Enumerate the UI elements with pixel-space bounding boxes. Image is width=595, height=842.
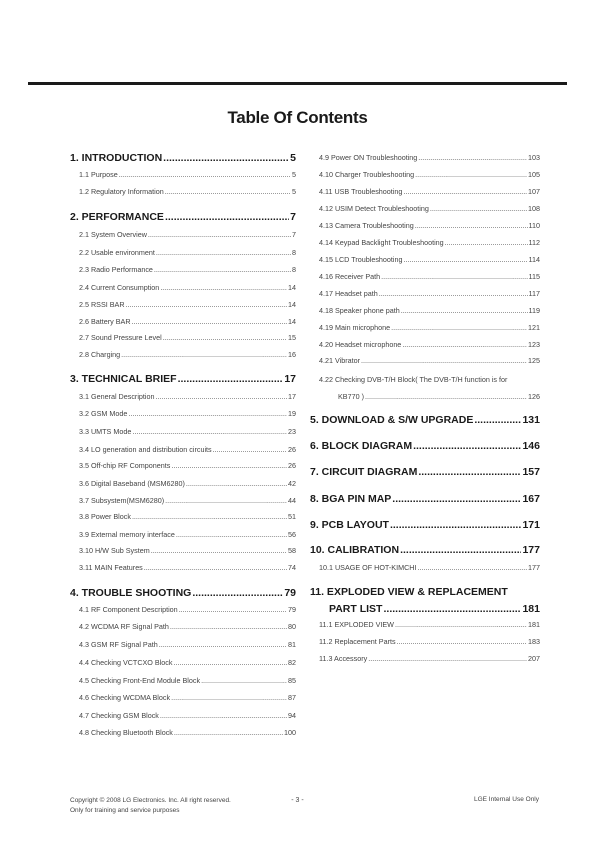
toc-entry-title: 6. BLOCK DIAGRAM xyxy=(310,440,413,452)
toc-entry-page-number: 123 xyxy=(528,340,540,349)
toc-entry-page-number: 17 xyxy=(284,373,296,385)
dot-leader xyxy=(179,606,287,613)
toc-entry-title: 4.12 USIM Detect Troubleshooting xyxy=(319,204,429,213)
dot-leader xyxy=(379,290,528,297)
toc-entry-page-number: 42 xyxy=(288,479,296,488)
toc-entry-title: 10. CALIBRATION xyxy=(310,544,400,556)
dot-leader xyxy=(174,729,283,736)
toc-entry-page-number: 117 xyxy=(528,289,540,298)
toc-entry[interactable] xyxy=(310,222,540,229)
dot-leader xyxy=(474,415,521,426)
toc-section-heading[interactable] xyxy=(70,588,296,599)
toc-entry-title: 3.10 H/W Sub System xyxy=(79,546,150,555)
toc-entry-page-number: 14 xyxy=(288,317,296,326)
toc-entry-page-number: 26 xyxy=(288,445,296,454)
dot-leader xyxy=(417,564,527,571)
toc-entry-page-number: 103 xyxy=(528,153,540,162)
toc-entry[interactable] xyxy=(70,564,296,571)
toc-entry[interactable] xyxy=(310,324,540,331)
toc-entry[interactable] xyxy=(310,357,540,364)
toc-entry-title: 2.1 System Overview xyxy=(79,230,147,239)
toc-entry-title: 1.2 Regulatory Information xyxy=(79,187,164,196)
toc-entry[interactable] xyxy=(70,284,296,291)
toc-entry[interactable] xyxy=(310,290,540,297)
toc-entry-title: 3.4 LO generation and distribution circuits xyxy=(79,445,212,454)
toc-entry-page-number: 85 xyxy=(288,676,296,685)
dot-leader xyxy=(156,393,287,400)
toc-entry-page-number: 16 xyxy=(288,350,296,359)
dot-leader xyxy=(392,494,521,505)
toc-entry-title: 1. INTRODUCTION xyxy=(70,152,163,164)
dot-leader xyxy=(192,588,283,599)
toc-entry[interactable] xyxy=(70,531,296,538)
toc-entry[interactable] xyxy=(310,205,540,212)
toc-entry-title: 2.8 Charging xyxy=(79,350,121,359)
dot-leader xyxy=(430,205,527,212)
toc-entry-page-number: 14 xyxy=(288,300,296,309)
toc-entry[interactable] xyxy=(310,564,540,571)
toc-entry-title: 3.11 MAIN Features xyxy=(79,563,143,572)
toc-section-heading[interactable] xyxy=(310,415,540,426)
dot-leader xyxy=(132,513,287,520)
toc-entry[interactable] xyxy=(310,393,540,400)
toc-entry-page-number: 107 xyxy=(528,187,540,196)
dot-leader xyxy=(132,428,287,435)
toc-entry-title: 4.7 Checking GSM Block xyxy=(79,711,159,720)
footer-copyright-line2: Only for training and service purposes xyxy=(70,807,180,814)
footer-copyright-line1: Copyright © 2008 LG Electronics. Inc. All right reserved. xyxy=(70,797,231,804)
toc-entry[interactable] xyxy=(310,341,540,348)
toc-entry-page-number: 87 xyxy=(288,693,296,702)
toc-entry-page-number: 5 xyxy=(292,170,296,179)
toc-entry-page-number: 58 xyxy=(288,546,296,555)
toc-entry[interactable] xyxy=(70,497,296,504)
toc-entry[interactable] xyxy=(310,621,540,628)
dot-leader xyxy=(397,638,527,645)
toc-entry-title: 4.14 Keypad Backlight Troubleshooting xyxy=(319,238,444,247)
toc-entry-page-number: 115 xyxy=(528,272,540,281)
toc-entry-page-number: 5 xyxy=(292,187,296,196)
toc-section-heading[interactable] xyxy=(310,441,540,452)
dot-leader xyxy=(132,318,287,325)
dot-leader xyxy=(163,334,287,341)
dot-leader xyxy=(213,446,287,453)
toc-entry-page-number: 100 xyxy=(284,728,296,737)
toc-entry-page-number: 79 xyxy=(288,605,296,614)
toc-entry-title: 4.18 Speaker phone path xyxy=(319,306,400,315)
top-rule xyxy=(28,82,567,85)
toc-entry[interactable] xyxy=(310,239,540,246)
toc-entry-title: KB770 ) xyxy=(338,392,364,401)
toc-section-heading[interactable] xyxy=(310,467,540,478)
toc-entry-title: 4.19 Main microphone xyxy=(319,323,391,332)
toc-entry-title: 3. TECHNICAL BRIEF xyxy=(70,373,177,385)
toc-entry-page-number: 8 xyxy=(292,248,296,257)
toc-entry-page-number: 126 xyxy=(528,392,540,401)
toc-entry-page-number: 82 xyxy=(288,658,296,667)
toc-entry-page-number: 157 xyxy=(522,466,540,478)
toc-entry[interactable] xyxy=(70,188,296,195)
toc-entry-page-number: 19 xyxy=(288,409,296,418)
toc-entry-page-number: 74 xyxy=(288,563,296,572)
toc-entry-title: 4.5 Checking Front-End Module Block xyxy=(79,676,201,685)
toc-entry[interactable] xyxy=(310,307,540,314)
toc-entry-page-number: 167 xyxy=(522,493,540,505)
toc-entry[interactable] xyxy=(70,712,296,719)
dot-leader xyxy=(365,393,527,400)
toc-entry[interactable]: 4.22 Checking DVB-T/H Block( The DVB-T/H function is for xyxy=(319,375,508,384)
toc-entry-page-number: 121 xyxy=(528,323,540,332)
toc-entry-title: 4.6 Checking WCDMA Block xyxy=(79,693,171,702)
toc-entry[interactable] xyxy=(70,446,296,453)
toc-entry-page-number: 17 xyxy=(288,392,296,401)
toc-entry-title: 3.5 Off-chip RF Components xyxy=(79,461,171,470)
dot-leader xyxy=(160,284,287,291)
toc-entry-page-number: 131 xyxy=(522,414,540,426)
toc-entry-page-number: 7 xyxy=(290,211,296,223)
toc-entry-page-number: 177 xyxy=(522,544,540,556)
toc-entry[interactable] xyxy=(70,318,296,325)
dot-leader xyxy=(165,188,291,195)
toc-entry[interactable] xyxy=(310,256,540,263)
dot-leader xyxy=(165,497,287,504)
dot-leader xyxy=(400,545,521,556)
dot-leader xyxy=(170,623,287,630)
toc-entry-page-number: 14 xyxy=(288,283,296,292)
toc-entry-title: PART LIST xyxy=(329,603,383,615)
toc-entry-title: 4. TROUBLE SHOOTING xyxy=(70,587,192,599)
toc-entry-page-number: 181 xyxy=(522,603,540,615)
dot-leader xyxy=(391,324,527,331)
toc-entry-title: 4.4 Checking VCTCXO Block xyxy=(79,658,173,667)
toc-entry-page-number: 79 xyxy=(284,587,296,599)
toc-entry-page-number: 15 xyxy=(288,333,296,342)
toc-entry-page-number: 8 xyxy=(292,265,296,274)
toc-entry-page-number: 207 xyxy=(528,654,540,663)
toc-entry-page-number: 81 xyxy=(288,640,296,649)
toc-entry-title: 4.10 Charger Troubleshooting xyxy=(319,170,415,179)
dot-leader xyxy=(402,341,527,348)
toc-entry-title: 4.3 GSM RF Signal Path xyxy=(79,640,158,649)
dot-leader xyxy=(165,212,289,223)
toc-entry[interactable] xyxy=(70,547,296,554)
toc-entry-page-number: 56 xyxy=(288,530,296,539)
dot-leader xyxy=(381,273,527,280)
dot-leader xyxy=(404,256,528,263)
toc-entry[interactable] xyxy=(70,677,296,684)
toc-entry-page-number: 5 xyxy=(290,152,296,164)
toc-entry[interactable] xyxy=(310,171,540,178)
toc-entry-title: 4.17 Headset path xyxy=(319,289,378,298)
toc-entry[interactable] xyxy=(310,655,540,662)
dot-leader xyxy=(415,171,527,178)
toc-entry[interactable] xyxy=(70,231,296,238)
dot-leader xyxy=(401,307,528,314)
toc-entry-page-number: 7 xyxy=(292,230,296,239)
toc-entry-title: 2.7 Sound Pressure Level xyxy=(79,333,162,342)
toc-entry-title: 3.3 UMTS Mode xyxy=(79,427,132,436)
dot-leader xyxy=(160,712,287,719)
toc-section-heading[interactable] xyxy=(310,494,540,505)
dot-leader xyxy=(156,249,291,256)
dot-leader xyxy=(178,374,284,385)
toc-entry-title: 8. BGA PIN MAP xyxy=(310,493,392,505)
toc-entry-page-number: 125 xyxy=(528,356,540,365)
toc-entry-title: 4.21 Vibrator xyxy=(319,356,361,365)
toc-entry-page-number: 94 xyxy=(288,711,296,720)
toc-entry[interactable] xyxy=(70,480,296,487)
toc-entry-title: 4.20 Headset microphone xyxy=(319,340,402,349)
toc-entry[interactable] xyxy=(310,273,540,280)
toc-entry-title: 3.8 Power Block xyxy=(79,512,131,521)
toc-entry-title: 3.1 General Description xyxy=(79,392,155,401)
toc-entry-page-number: 114 xyxy=(528,255,540,264)
dot-leader xyxy=(418,467,521,478)
toc-entry[interactable] xyxy=(70,334,296,341)
dot-leader xyxy=(395,621,527,628)
toc-entry-title: 4.1 RF Component Description xyxy=(79,605,178,614)
toc-entry-page-number: 146 xyxy=(522,440,540,452)
toc-entry-page-number: 44 xyxy=(288,496,296,505)
dot-leader xyxy=(148,231,291,238)
footer-internal-use: LGE Internal Use Only xyxy=(473,796,539,803)
toc-entry[interactable] xyxy=(70,410,296,417)
page-title: Table Of Contents xyxy=(227,108,368,127)
dot-leader xyxy=(390,520,522,531)
toc-entry-title: 4.16 Receiver Path xyxy=(319,272,381,281)
toc-entry[interactable] xyxy=(70,351,296,358)
toc-entry-title: 3.9 External memory interface xyxy=(79,530,175,539)
toc-entry[interactable] xyxy=(70,301,296,308)
toc-entry[interactable] xyxy=(70,393,296,400)
toc-entry[interactable] xyxy=(70,513,296,520)
toc-entry[interactable] xyxy=(310,188,540,195)
toc-entry-page-number: 171 xyxy=(522,519,540,531)
dot-leader xyxy=(163,153,289,164)
toc-entry-title: 4.15 LCD Troubleshooting xyxy=(319,255,403,264)
dot-leader xyxy=(413,441,521,452)
toc-entry-page-number: 183 xyxy=(528,637,540,646)
dot-leader xyxy=(186,480,287,487)
toc-entry-title: 11.1 EXPLODED VIEW xyxy=(319,620,394,629)
toc-entry[interactable] xyxy=(70,641,296,648)
toc-entry[interactable] xyxy=(70,659,296,666)
dot-leader xyxy=(445,239,528,246)
toc-entry-title: 2. PERFORMANCE xyxy=(70,211,164,223)
toc-entry[interactable] xyxy=(70,428,296,435)
toc-entry-page-number: 51 xyxy=(288,512,296,521)
dot-leader xyxy=(361,357,527,364)
dot-leader xyxy=(201,677,287,684)
toc-entry[interactable] xyxy=(70,462,296,469)
toc-entry-title: 2.3 Radio Performance xyxy=(79,265,153,274)
toc-entry-title: 4.9 Power ON Troubleshooting xyxy=(319,153,418,162)
toc-entry-page-number: 23 xyxy=(288,427,296,436)
toc-entry-title: 11.2 Replacement Parts xyxy=(319,637,396,646)
toc-entry-page-number: 105 xyxy=(528,170,540,179)
toc-entry-title: 4.11 USB Troubleshooting xyxy=(319,187,403,196)
toc-entry-page-number: 26 xyxy=(288,461,296,470)
toc-entry-page-number: 112 xyxy=(528,238,540,247)
toc-entry-title: 9. PCB LAYOUT xyxy=(310,519,389,531)
dot-leader xyxy=(403,188,527,195)
toc-entry[interactable] xyxy=(70,266,296,273)
toc-entry-title: 2.2 Usable environment xyxy=(79,248,155,257)
toc-entry-title: 10.1 USAGE OF HOT-KIMCHI xyxy=(319,563,417,572)
dot-leader xyxy=(151,547,287,554)
dot-leader xyxy=(154,266,291,273)
dot-leader xyxy=(128,410,287,417)
footer-page-number: - 3 - xyxy=(291,797,304,804)
toc-entry-title: 1.1 Purpose xyxy=(79,170,118,179)
toc-section-heading[interactable]: 11. EXPLODED VIEW & REPLACEMENT xyxy=(310,586,508,598)
toc-entry[interactable] xyxy=(70,623,296,630)
dot-leader xyxy=(159,641,287,648)
toc-entry-page-number: 119 xyxy=(528,306,540,315)
dot-leader xyxy=(176,531,287,538)
dot-leader xyxy=(383,604,521,615)
toc-entry[interactable] xyxy=(310,154,540,161)
dot-leader xyxy=(171,462,287,469)
dot-leader xyxy=(173,659,287,666)
toc-entry-page-number: 108 xyxy=(528,204,540,213)
toc-entry-page-number: 181 xyxy=(528,620,540,629)
toc-entry-page-number: 80 xyxy=(288,622,296,631)
dot-leader xyxy=(121,351,287,358)
toc-entry[interactable] xyxy=(70,729,296,736)
dot-leader xyxy=(418,154,527,161)
toc-entry-title: 7. CIRCUIT DIAGRAM xyxy=(310,466,418,478)
toc-section-heading[interactable] xyxy=(310,545,540,556)
toc-entry-title: 3.7 Subsystem(MSM6280) xyxy=(79,496,165,505)
toc-entry-title: 2.4 Current Consumption xyxy=(79,283,160,292)
toc-entry-title: 4.2 WCDMA RF Signal Path xyxy=(79,622,169,631)
toc-entry-title: 11.3 Accessory xyxy=(319,654,368,663)
toc-entry[interactable] xyxy=(70,606,296,613)
toc-entry-page-number: 177 xyxy=(528,563,540,572)
dot-leader xyxy=(415,222,528,229)
toc-entry[interactable] xyxy=(70,249,296,256)
toc-section-heading[interactable] xyxy=(310,520,540,531)
dot-leader xyxy=(119,171,291,178)
toc-section-heading[interactable] xyxy=(310,604,540,615)
toc-entry-title: 3.2 GSM Mode xyxy=(79,409,128,418)
toc-entry-title: 2.6 Battery BAR xyxy=(79,317,131,326)
toc-entry[interactable] xyxy=(70,171,296,178)
toc-entry-title: 2.5 RSSI BAR xyxy=(79,300,125,309)
toc-entry-title: 5. DOWNLOAD & S/W UPGRADE xyxy=(310,414,474,426)
toc-entry-page-number: 110 xyxy=(528,221,540,230)
toc-section-heading[interactable] xyxy=(70,212,296,223)
dot-leader xyxy=(126,301,287,308)
toc-entry-title: 3.6 Digital Baseband (MSM6280) xyxy=(79,479,185,488)
dot-leader xyxy=(144,564,287,571)
dot-leader xyxy=(368,655,527,662)
toc-entry-title: 4.8 Checking Bluetooth Block xyxy=(79,728,173,737)
toc-section-heading[interactable] xyxy=(70,374,296,385)
toc-section-heading[interactable] xyxy=(70,153,296,164)
toc-entry[interactable] xyxy=(70,694,296,701)
toc-entry-title: 4.13 Camera Troubleshooting xyxy=(319,221,414,230)
toc-entry[interactable] xyxy=(310,638,540,645)
dot-leader xyxy=(171,694,287,701)
